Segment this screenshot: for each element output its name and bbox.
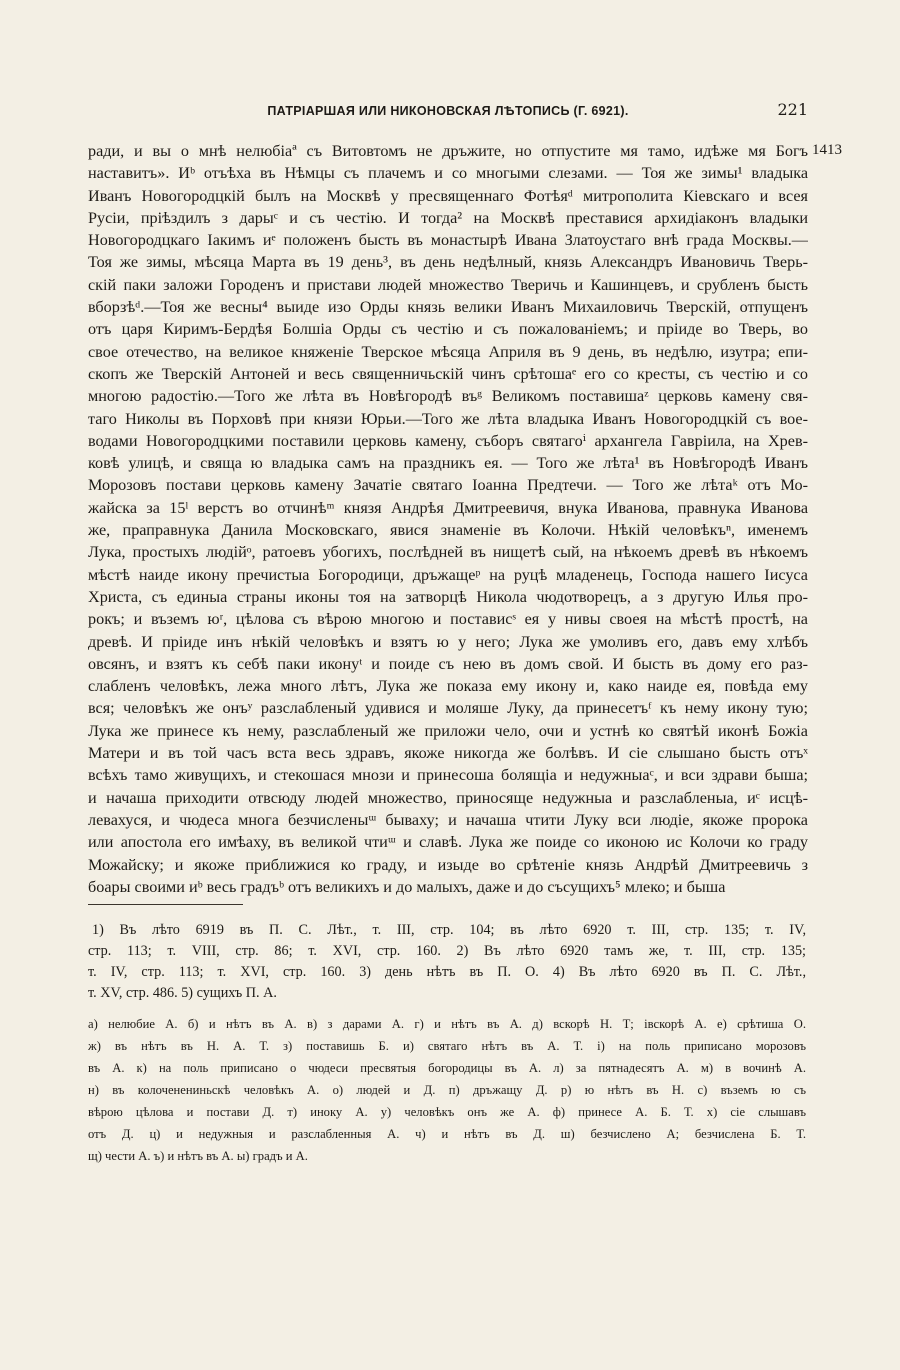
text-line: таго Николы въ Порховѣ при князи Юрьи.—Того же лѣта владыка Иванъ Новогородцкій съ вое- — [88, 409, 808, 428]
text-line: рокъ; и въземъ юʳ, цѣлова съ вѣрою многою и постависˢ ея у нивы своея на мѣстѣ простѣ, на — [88, 610, 808, 629]
page-header — [88, 100, 808, 128]
text-line: Лука, простыхъ людійᵒ, ратоевъ убогихъ, послѣдней въ нищетѣ сый, на нѣкоемъ древѣ въ нѣкоемъ — [88, 543, 808, 562]
text-line: Тоя же зимы, мѣсяца Марта въ 19 день³, въ день недѣлный, князь Александръ Ивановичь Тверь- — [88, 253, 808, 272]
variant-line: отъ Д. ц) и недужныя и разслабленныя А. ч) и нѣтъ въ Д. ш) безчислено А; безчислена Б. Т. — [88, 1127, 806, 1141]
variant-line: н) въ колоченениньскѣ человѣкъ А. о) людей и Д. п) дръжащу Д. р) ю нѣтъ въ Н. с) въземъ ю съ — [88, 1083, 806, 1097]
text-line: ради, и вы о мнѣ нелюбіаª съ Витовтомъ не дръжите, но отпустите мя тамо, идѣже мя Богъ — [88, 142, 808, 160]
text-line: Можайску; и якоже приближися ко граду, и изыде во срѣтеніе князь Андрѣй Дмитреевичь з — [88, 855, 808, 874]
page-number: 221 — [777, 100, 808, 119]
margin-year: 1413 — [812, 142, 842, 158]
text-line: всѣхъ тамо живущихъ, и стекошася мнози и принесоша болящіа и недужныаᶜ, и вси здрави быша; — [88, 766, 808, 785]
text-line: отъ царя Киримъ-Бердѣя Болшіа Орды съ честію и съ пожалованіемъ; и пріиде во Тверь, во — [88, 320, 808, 339]
text-line: боары своими иᵇ весь градъᵇ отъ великихъ и до малыхъ, даже и до съсущихъ⁵ млеко; и быша — [88, 877, 726, 896]
variant-readings — [88, 1013, 806, 1167]
text-line: слабленъ человѣкъ, лежа много лѣтъ, Лука же показа ему икону и, како наиде ея, повѣда ему — [88, 677, 808, 696]
footnote-line: 1) Въ лѣто 6919 въ П. С. Лѣт., т. III, стр. 104; въ лѣто 6920 т. III, стр. 135; т. IV, — [92, 922, 806, 938]
text-line: вборзѣᵈ.—Тоя же весны⁴ выиде изо Орды князь велики Иванъ Михаиловичь Тверскій, отпущенъ — [88, 298, 808, 317]
variant-line: а) нелюбие А. б) и нѣтъ въ А. в) з дарами А. г) и нѣтъ въ А. д) вскорѣ Н. Т; івскорѣ А. е) срѣтиша О. — [88, 1017, 806, 1031]
text-line: Матери и въ той часъ вста весь здравъ, якоже никогда же болѣвъ. И сіе слышано бысть отъˣ — [88, 744, 808, 763]
text-line: Лука же принесе къ нему, разслабленый же приложи чело, очи и устнѣ ко святѣй иконѣ Божіа — [88, 721, 808, 740]
text-line: наставитъ». Иᵇ отъѣха въ Нѣмцы съ плачемъ и со многыми слезами. — Тоя же зимы¹ владыка — [88, 164, 808, 183]
text-line: Русіи, пріѣздилъ з дарыᶜ и съ честію. И тогда² на Москвѣ преставися архидіаконъ владыки — [88, 208, 808, 227]
footnote-line: стр. 113; т. VIII, стр. 86; т. XVI, стр. 160. 2) Въ лѣто 6920 тамъ же, т. III, стр. 135; — [88, 943, 806, 959]
text-line: Иванъ Новогородцкій былъ на Москвѣ у пресвященнаго Фотѣяᵈ митрополита Кіевскаго и всея — [88, 186, 808, 205]
text-line: Морозовъ постави церковь камену Зачатіе святаго Іоанна Предтечи. — Того же лѣтаᵏ отъ Мо- — [88, 476, 808, 495]
text-line: овсянъ, и взятъ къ себѣ паки иконуᵗ и поиде съ нею въ домъ свой. И бысть въ дому его раз- — [88, 654, 808, 673]
text-line: же, праправнука Данила Московскаго, явися знаменіе въ Колочи. Нѣкій человѣкъⁿ, именемъ — [88, 521, 808, 540]
footnote-line: т. XV, стр. 486. 5) сущихъ П. А. — [88, 985, 277, 1001]
footnote-line: т. IV, стр. 113; т. XVI, стр. 160. 3) день нѣтъ въ П. О. 4) Въ лѣто 6920 въ П. С. Лѣт., — [88, 964, 806, 980]
text-line: Христа, съ единыа страны иконы тоя на затворцѣ Никола чюдотворецъ, а з другую Илья про- — [88, 587, 808, 606]
text-line: многою радостію.—Того же лѣта въ Новѣгородѣ въᵍ Великомъ поставишаᶻ церковь камену свя- — [88, 387, 808, 406]
variant-line: щ) чести А. ъ) и нѣтъ въ А. ы) градъ и А. — [88, 1149, 308, 1163]
text-line: водами Новогородцкими поставили церковь камену, съборъ святагоⁱ архангела Гавріила, на Хрев- — [88, 431, 808, 450]
footnote-rule — [88, 904, 243, 905]
variant-line: вѣрою цѣлова и постави Д. т) иноку А. у) человѣкъ онъ же А. ф) принесе А. Б. Т. х) сіе слышавъ — [88, 1105, 806, 1119]
text-line: вся; человѣкъ же онъʸ разслабленый удивися и моляше Луку, да принесетъᶠ къ нему икону тую; — [88, 699, 808, 718]
text-line: свое отечество, на великое княженіе Тверское мѣсяца Априля въ 9 день, въ недѣлю, изутра; епи- — [88, 342, 808, 361]
text-line: мѣстѣ наиде икону пречистыа Богородици, дръжащеᵖ на руцѣ младенець, Господа нашего Іисуса — [88, 565, 808, 584]
text-line: скій паки заложи Городенъ и пристави людей множество Тверичь и Кашинцевъ, и срубленъ бысть — [88, 275, 808, 294]
footnotes — [88, 920, 806, 1004]
variant-line: въ А. к) на поль приписано о чюдеси пресвятыя богородицы въ А. л) за пятнадесятъ А. м) в вочинѣ А. — [88, 1061, 806, 1075]
text-line: и начаша приходити отвсюду людей множество, приносяще недужныа и разслабленыа, иᶜ исцѣ- — [88, 788, 808, 807]
text-line: левахуся, и чюдеса многа безчисленыᵚ бываху; и начаша чтити Луку вси людіе, якоже пророка — [88, 810, 808, 829]
running-title: ПАТРІАРШАЯ ИЛИ НИКОНОВСКАЯ ЛѢТОПИСЬ (Г. 6921). — [267, 104, 629, 118]
text-line: Новогородцкаго Іакимъ иᵉ положенъ бысть въ монастырѣ Ивана Златоустаго внѣ града Москвы.— — [88, 231, 808, 250]
text-line: или апостола его имѣаху, въ великой чтиᵚ и славѣ. Лука же поиде со иконою ис Колочи ко граду — [88, 833, 808, 852]
text-line: скопъ же Тверскій Антоней и весь священничьскій чинъ срѣтошаᵉ его со кресты, съ честію и со — [88, 364, 808, 383]
text-line: жайска за 15ˡ верстъ во отчинѣᵐ князя Андрѣя Дмитреевичя, внука Иванова, правнука Иванова — [88, 498, 808, 517]
main-text — [88, 140, 808, 898]
text-line: древѣ. И пріиде инъ нѣкій человѣкъ и взятъ ю у него; Лука же умоливъ его, давъ ему хлѣбъ — [88, 632, 808, 651]
variant-line: ж) въ нѣтъ въ Н. А. Т. з) поставишь Б. и) святаго нѣтъ въ А. Т. і) на поль приписано морозовъ — [88, 1039, 806, 1053]
text-line: ковѣ улицѣ, и свяща ю владыка самъ на праздникъ ея. — Того же лѣта¹ въ Новѣгородѣ Иванъ — [88, 454, 808, 473]
